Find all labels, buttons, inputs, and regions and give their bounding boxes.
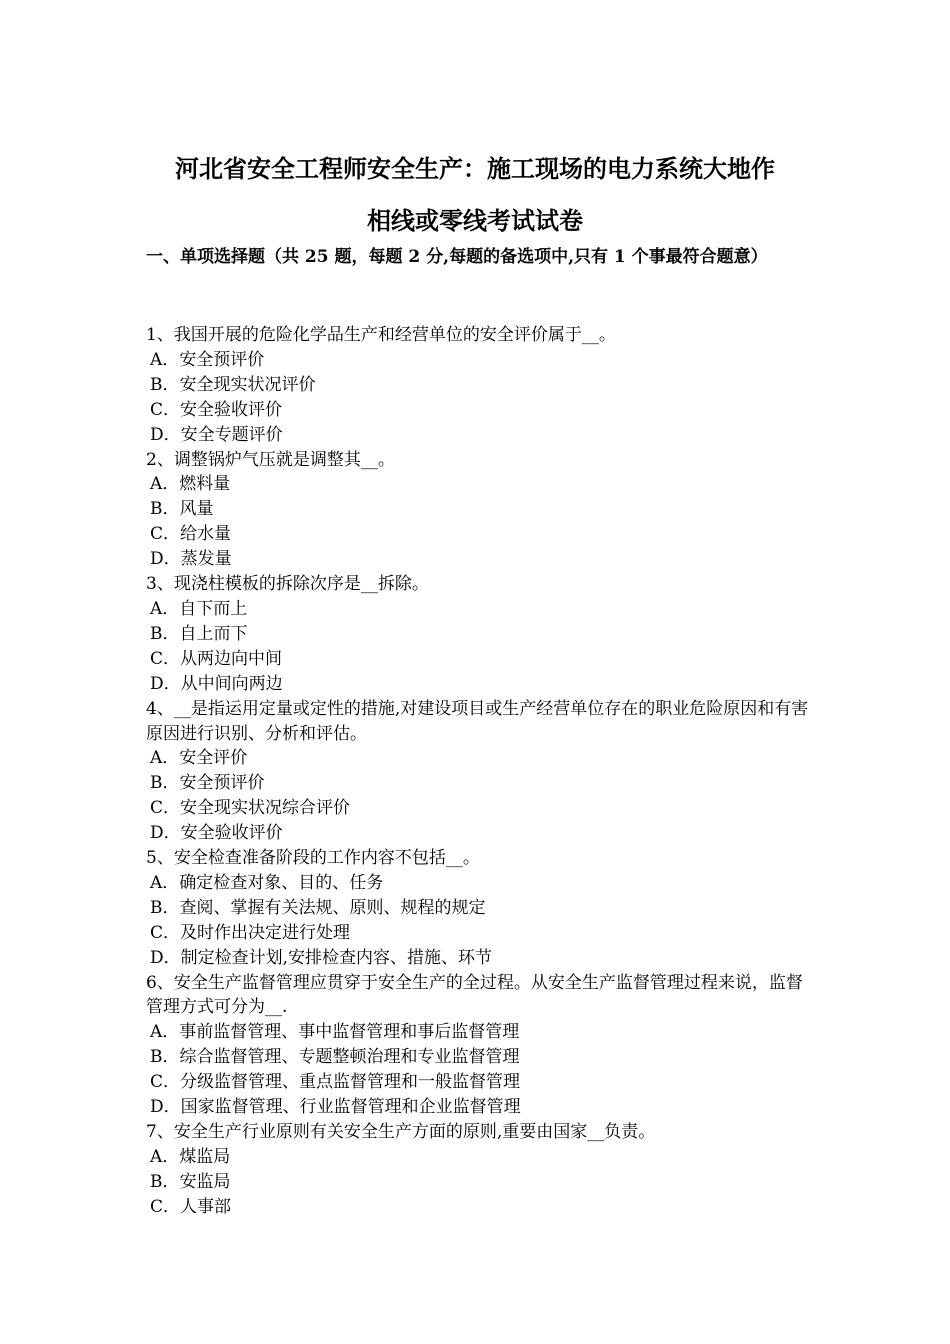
answer-option: D．安全验收评价 — [150, 823, 283, 844]
answer-option: A．事前监督管理、事中监督管理和事后监督管理 — [150, 1022, 520, 1043]
answer-option: A．自下而上 — [150, 598, 248, 619]
answer-option: C．安全验收评价 — [150, 399, 283, 420]
answer-option: C．人事部 — [150, 1196, 232, 1217]
answer-option: C．安全现实状况综合评价 — [150, 798, 351, 819]
question-item — [146, 572, 816, 697]
question-stem: 3、现浇柱模板的拆除次序是__拆除。 — [146, 574, 429, 595]
answer-option: A．燃料量 — [150, 474, 231, 495]
question-stem: 1、我国开展的危险化学品生产和经营单位的安全评价属于__。 — [146, 325, 616, 345]
answer-option: B．综合监督管理、专题整顿治理和专业监督管理 — [150, 1047, 520, 1068]
answer-option: B．安全现实状况评价 — [150, 374, 316, 395]
answer-option: D．制定检查计划,安排检查内容、措施、环节 — [150, 947, 493, 968]
answer-option: D．蒸发量 — [150, 549, 232, 570]
answer-option: B．安全预评价 — [150, 773, 265, 794]
answer-option: A．确定检查对象、目的、任务 — [150, 872, 384, 893]
question-item — [146, 448, 816, 573]
answer-option: D．安全专题评价 — [150, 424, 283, 445]
answer-option: C．给水量 — [150, 524, 232, 545]
question-stem: 7、安全生产行业原则有关安全生产方面的原则,重要由国家__负责。 — [146, 1122, 656, 1142]
document-title-line-1: 河北省安全工程师安全生产：施工现场的电力系统大地作 — [175, 154, 775, 183]
answer-option: B．安监局 — [150, 1171, 231, 1192]
answer-option: A．煤监局 — [150, 1146, 231, 1167]
answer-option: A．安全评价 — [150, 748, 248, 769]
answer-option: B．风量 — [150, 499, 214, 520]
section-heading: 一、单项选择题（共 25 题，每题 2 分,每题的备选项中,只有 1 个事最符合题意） — [146, 247, 768, 267]
answer-option: C．分级监督管理、重点监督管理和一般监督管理 — [150, 1072, 521, 1093]
answer-option: D．从中间向两边 — [150, 673, 283, 694]
document-title-line-2: 相线或零线考试试卷 — [367, 206, 583, 235]
question-item — [146, 1120, 816, 1220]
answer-option: A．安全预评价 — [150, 349, 265, 370]
question-stem: 6、安全生产监督管理应贯穿于安全生产的全过程。从安全生产监督管理过程来说，监督管理方式可分为__. — [146, 972, 803, 1018]
question-stem: 4、__是指运用定量或定性的措施,对建设项目或生产经营单位存在的职业危险原因和有害原因进行识别、分析和评估。 — [146, 698, 809, 744]
question-item — [146, 323, 816, 448]
question-item — [146, 697, 816, 846]
answer-option: C．及时作出决定进行处理 — [150, 922, 351, 943]
question-item — [146, 971, 816, 1120]
question-list — [146, 323, 816, 1220]
answer-option: B．查阅、掌握有关法规、原则、规程的规定 — [150, 897, 486, 918]
question-item — [146, 846, 816, 971]
answer-option: B．自上而下 — [150, 623, 248, 644]
answer-option: C．从两边向中间 — [150, 648, 283, 669]
question-stem: 5、安全检查准备阶段的工作内容不包括__。 — [146, 848, 480, 869]
question-stem: 2、调整锅炉气压就是调整其__。 — [146, 449, 395, 470]
answer-option: D．国家监督管理、行业监督管理和企业监督管理 — [150, 1097, 521, 1118]
